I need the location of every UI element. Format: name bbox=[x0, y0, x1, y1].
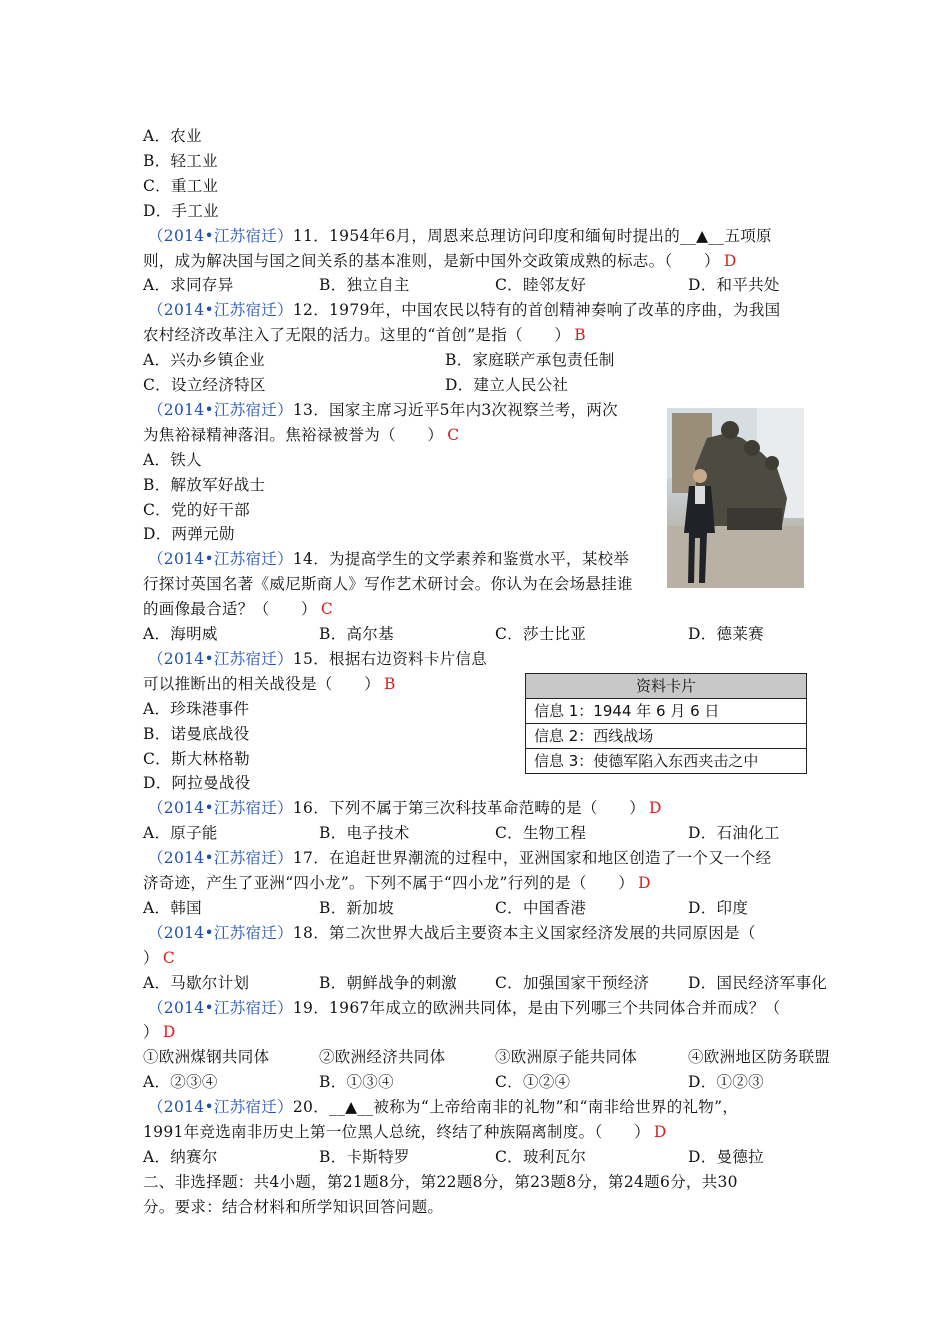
text-line bbox=[148, 1095, 738, 1120]
question-text: 分。要求：结合材料和所学知识回答问题。 bbox=[143, 1197, 444, 1216]
text-line bbox=[143, 697, 249, 722]
question-text: 的画像最合适？（ ） bbox=[143, 600, 317, 619]
answer-key: D bbox=[723, 251, 737, 270]
question-text: B．轻工业 bbox=[143, 151, 218, 170]
question-text: 16．下列不属于第三次科技革命范畴的是（ ） bbox=[292, 799, 646, 818]
text-line bbox=[143, 722, 250, 747]
text-line bbox=[148, 547, 629, 572]
answer-key: B bbox=[574, 326, 586, 345]
question-text: 18．第二次世界大战后主要资本主义国家经济发展的共同原因是（ bbox=[292, 923, 756, 942]
text-line bbox=[143, 871, 651, 896]
answer-option: A．马歇尔计划 bbox=[143, 973, 250, 992]
answer-option: A．②③④ bbox=[143, 1073, 218, 1092]
answer-option: B．高尔基 bbox=[319, 625, 394, 643]
question-text: C．重工业 bbox=[143, 176, 219, 195]
answer-option: C．莎士比亚 bbox=[495, 625, 587, 643]
text-line bbox=[143, 149, 218, 174]
answer-option: C．①②④ bbox=[495, 1073, 571, 1092]
answer-option: A．求同存异 bbox=[143, 276, 234, 295]
text-line bbox=[143, 771, 251, 796]
text-line bbox=[148, 846, 771, 871]
answer-option: D．①②③ bbox=[688, 1073, 764, 1092]
text-line bbox=[148, 921, 756, 946]
question-text: 12．1979年，中国农民以特有的首创精神奏响了改革的序曲，为我国 bbox=[292, 301, 781, 320]
text-line bbox=[143, 448, 202, 473]
text-line bbox=[143, 373, 823, 398]
text-line bbox=[143, 273, 823, 298]
text-line bbox=[143, 498, 250, 523]
text-line bbox=[143, 597, 333, 622]
answer-option: B．电子技术 bbox=[319, 824, 410, 843]
answer-key: C bbox=[447, 425, 460, 444]
answer-option: C．中国香港 bbox=[495, 898, 587, 917]
question-text: C．斯大林格勒 bbox=[143, 749, 250, 768]
answer-option: D．曼德拉 bbox=[688, 1147, 764, 1166]
question-source: （2014•江苏宿迁） bbox=[148, 923, 293, 942]
answer-option: D．国民经济军事化 bbox=[688, 973, 828, 992]
answer-option: A．海明威 bbox=[143, 625, 218, 643]
answer-option: ③欧洲原子能共同体 bbox=[495, 1048, 638, 1067]
question-text: 为焦裕禄精神落泪。焦裕禄被誉为（ ） bbox=[143, 425, 444, 444]
answer-option: A．韩国 bbox=[143, 898, 202, 917]
text-line bbox=[143, 821, 823, 846]
text-line bbox=[143, 423, 459, 448]
question-text: 济奇迹，产生了亚洲“四小龙”。下列不属于“四小龙”行列的是（ ） bbox=[143, 874, 635, 892]
text-line bbox=[148, 796, 662, 821]
answer-option: C．加强国家干预经济 bbox=[495, 973, 650, 992]
question-text: 农村经济改革注入了无限的活力。这里的“首创”是指（ ） bbox=[143, 326, 571, 345]
text-line bbox=[143, 522, 235, 547]
text-line bbox=[143, 896, 823, 921]
answer-key: D bbox=[162, 1023, 176, 1042]
text-line bbox=[143, 946, 175, 971]
text-line bbox=[148, 996, 780, 1021]
question-text: 20．__▲__被称为“上帝给南非的礼物”和“南非给世界的礼物”， bbox=[292, 1098, 739, 1117]
question-text: A．珍珠港事件 bbox=[143, 699, 250, 718]
answer-option: D．印度 bbox=[688, 898, 749, 917]
text-line bbox=[143, 473, 265, 498]
text-line bbox=[143, 1020, 176, 1045]
answer-option: B．家庭联产承包责任制 bbox=[445, 351, 615, 370]
answer-option: A．兴办乡镇企业 bbox=[143, 351, 266, 370]
question-source: （2014•江苏宿迁） bbox=[148, 799, 293, 818]
text-line bbox=[143, 1170, 738, 1195]
text-line bbox=[148, 224, 772, 249]
answer-key: C bbox=[320, 600, 333, 619]
question-text: D．阿拉曼战役 bbox=[143, 774, 251, 793]
text-line bbox=[143, 323, 586, 348]
text-line bbox=[148, 298, 780, 323]
info-card-row-1: 信息 1：1944 年 6 月 6 日 bbox=[526, 699, 806, 724]
answer-key: D bbox=[638, 874, 651, 892]
answer-option: D．石油化工 bbox=[688, 824, 780, 843]
question-source: （2014•江苏宿迁） bbox=[148, 550, 293, 569]
answer-option: C．生物工程 bbox=[495, 824, 587, 843]
question-text: B．诺曼底战役 bbox=[143, 724, 250, 743]
question-text: 17．在追赶世界潮流的过程中，亚洲国家和地区创造了一个又一个经 bbox=[292, 849, 772, 868]
question-text: ） bbox=[143, 1023, 159, 1042]
answer-option: ④欧洲地区防务联盟 bbox=[688, 1048, 831, 1067]
answer-option: C．玻利瓦尔 bbox=[495, 1147, 587, 1166]
answer-option: D．德莱赛 bbox=[688, 625, 764, 643]
answer-option: C．设立经济特区 bbox=[143, 376, 266, 394]
question-source: （2014•江苏宿迁） bbox=[148, 1098, 293, 1117]
question-text: 1991年竞选南非历史上第一位黑人总统，终结了种族隔离制度。（ ） bbox=[143, 1123, 650, 1141]
question-text: B．解放军好战士 bbox=[143, 475, 266, 494]
answer-key: D bbox=[653, 1123, 667, 1141]
answer-key: D bbox=[649, 799, 662, 818]
info-card-row-2: 信息 2：西线战场 bbox=[526, 724, 806, 749]
answer-option: B．①③④ bbox=[319, 1073, 394, 1092]
text-line bbox=[143, 1120, 667, 1145]
answer-key: C bbox=[162, 948, 175, 967]
text-line bbox=[143, 1070, 823, 1095]
text-line bbox=[143, 1145, 823, 1170]
question-text: 11．1954年6月，周恩来总理访问印度和缅甸时提出的__▲__五项原 bbox=[292, 226, 772, 245]
question-source: （2014•江苏宿迁） bbox=[148, 301, 293, 320]
question-text: D．手工业 bbox=[143, 201, 219, 220]
info-card-row-3: 信息 3：使德军陷入东西夹击之中 bbox=[534, 752, 759, 770]
question-text: A．铁人 bbox=[143, 450, 202, 469]
question-text: 则，成为解决国与国之间关系的基本准则，是新中国外交政策成熟的标志。（ ） bbox=[143, 251, 720, 270]
info-card bbox=[525, 673, 807, 774]
question-text: 13．国家主席习近平5年内3次视察兰考，两次 bbox=[292, 400, 618, 419]
text-line bbox=[143, 672, 396, 697]
text-line bbox=[143, 1195, 443, 1220]
question-source: （2014•江苏宿迁） bbox=[148, 849, 293, 868]
answer-option: B．卡斯特罗 bbox=[319, 1147, 410, 1166]
answer-option: C．睦邻友好 bbox=[495, 276, 587, 295]
text-line bbox=[143, 971, 828, 996]
question-text: 19．1967年成立的欧洲共同体，是由下列哪三个共同体合并而成？（ bbox=[292, 998, 781, 1017]
info-card-title: 资料卡片 bbox=[526, 674, 806, 699]
answer-option: B．独立自主 bbox=[319, 276, 410, 295]
text-line bbox=[143, 249, 737, 274]
question-text: 可以推断出的相关战役是（ ） bbox=[143, 674, 381, 693]
answer-option: B．新加坡 bbox=[319, 898, 394, 917]
question-text: 14．为提高学生的文学素养和鉴赏水平，某校举 bbox=[292, 550, 630, 569]
text-line bbox=[143, 174, 218, 199]
question-text: A．农业 bbox=[143, 127, 202, 145]
question-text: 15．根据右边资料卡片信息 bbox=[292, 649, 488, 668]
text-line bbox=[148, 398, 618, 423]
question-text: ） bbox=[143, 948, 159, 967]
question-source: （2014•江苏宿迁） bbox=[148, 226, 293, 245]
question-text: D．两弹元勋 bbox=[143, 525, 235, 544]
question-text: 二、非选择题：共4小题，第21题8分，第22题8分，第23题8分，第24题6分，共30 bbox=[143, 1172, 738, 1191]
answer-option: D．和平共处 bbox=[688, 276, 780, 295]
answer-option: D．建立人民公社 bbox=[445, 376, 569, 394]
answer-option: A．原子能 bbox=[143, 824, 218, 843]
text-line bbox=[148, 647, 487, 672]
text-line bbox=[143, 124, 202, 149]
statue-photo bbox=[667, 408, 804, 588]
answer-option: A．纳赛尔 bbox=[143, 1147, 218, 1166]
text-line bbox=[143, 199, 219, 224]
text-line bbox=[143, 622, 823, 647]
answer-option: B．朝鲜战争的刺激 bbox=[319, 973, 458, 992]
text-line bbox=[143, 747, 250, 772]
question-source: （2014•江苏宿迁） bbox=[148, 649, 293, 668]
text-line bbox=[143, 572, 633, 597]
answer-option: ②欧洲经济共同体 bbox=[319, 1048, 446, 1067]
answer-key: B bbox=[384, 674, 396, 693]
text-line bbox=[143, 1045, 831, 1070]
photo-illustration bbox=[667, 408, 804, 588]
question-source: （2014•江苏宿迁） bbox=[148, 400, 293, 419]
answer-option: ①欧洲煤钢共同体 bbox=[143, 1048, 270, 1067]
question-text: 行探讨英国名著《威尼斯商人》写作艺术研讨会。你认为在会场悬挂谁 bbox=[143, 575, 633, 594]
question-source: （2014•江苏宿迁） bbox=[148, 998, 293, 1017]
question-text: C．党的好干部 bbox=[143, 500, 250, 519]
text-line bbox=[143, 348, 823, 373]
